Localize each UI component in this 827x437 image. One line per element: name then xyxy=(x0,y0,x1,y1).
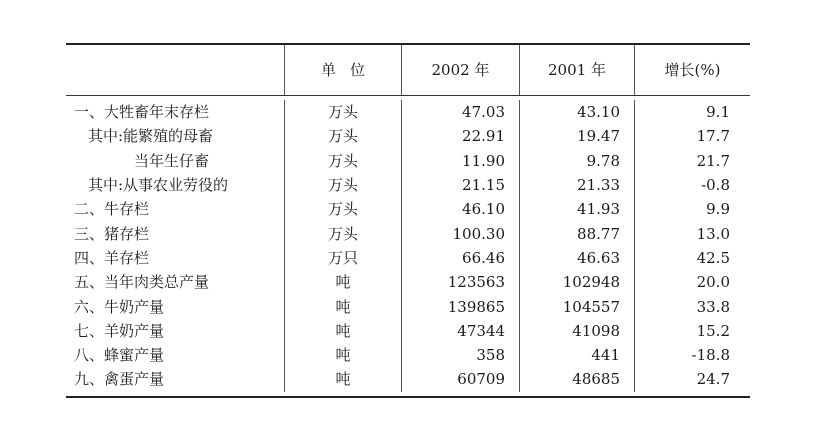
row-value-2002: 21.15 xyxy=(401,173,519,197)
row-growth: 42.5 xyxy=(634,246,750,270)
table-row xyxy=(66,221,750,245)
row-value-2001: 21.33 xyxy=(519,173,634,197)
header-unit xyxy=(284,45,401,95)
row-unit: 吨 xyxy=(284,367,401,391)
table-row xyxy=(66,319,750,343)
row-growth: 9.9 xyxy=(634,197,750,221)
row-item: 九、禽蛋产量 xyxy=(74,370,165,389)
row-value-2002: 123563 xyxy=(401,270,519,294)
row-value-2002: 22.91 xyxy=(401,124,519,148)
row-value-2001: 102948 xyxy=(519,270,634,294)
row-value-2001: 19.47 xyxy=(519,124,634,148)
row-item: 二、牛存栏 xyxy=(74,200,150,219)
row-value-2001: 441 xyxy=(519,343,634,367)
row-value-2001: 43.10 xyxy=(519,100,634,124)
table-row xyxy=(66,100,750,124)
row-growth: 15.2 xyxy=(634,319,750,343)
row-unit: 万头 xyxy=(284,149,401,173)
table-row xyxy=(66,246,750,270)
row-unit: 万头 xyxy=(284,197,401,221)
row-value-2001: 46.63 xyxy=(519,246,634,270)
row-item: 一、大牲畜年末存栏 xyxy=(74,103,210,122)
row-growth: -18.8 xyxy=(634,343,750,367)
table-row xyxy=(66,173,750,197)
table-row xyxy=(66,367,750,391)
table-row xyxy=(66,124,750,148)
row-growth: 33.8 xyxy=(634,294,750,318)
row-item: 四、羊存栏 xyxy=(74,248,150,267)
header-year-2002: 2002 年 xyxy=(401,45,519,95)
row-item: 其中:能繁殖的母畜 xyxy=(88,127,214,146)
row-item: 当年生仔畜 xyxy=(134,151,210,170)
row-item: 七、羊奶产量 xyxy=(74,321,165,340)
table-body xyxy=(66,96,750,396)
row-value-2002: 139865 xyxy=(401,294,519,318)
row-value-2001: 104557 xyxy=(519,294,634,318)
row-value-2002: 358 xyxy=(401,343,519,367)
row-value-2001: 41098 xyxy=(519,319,634,343)
row-value-2002: 100.30 xyxy=(401,221,519,245)
row-growth: 21.7 xyxy=(634,149,750,173)
table-row xyxy=(66,197,750,221)
row-value-2002: 46.10 xyxy=(401,197,519,221)
row-value-2001: 88.77 xyxy=(519,221,634,245)
table-row xyxy=(66,149,750,173)
row-unit: 万头 xyxy=(284,124,401,148)
row-item: 五、当年肉类总产量 xyxy=(74,273,210,292)
row-unit: 吨 xyxy=(284,270,401,294)
row-value-2002: 47344 xyxy=(401,319,519,343)
row-item: 六、牛奶产量 xyxy=(74,297,165,316)
row-unit: 万只 xyxy=(284,246,401,270)
row-unit: 吨 xyxy=(284,343,401,367)
row-growth: 13.0 xyxy=(634,221,750,245)
row-value-2002: 66.46 xyxy=(401,246,519,270)
row-unit: 吨 xyxy=(284,294,401,318)
row-unit: 万头 xyxy=(284,173,401,197)
header-year-2001: 2001 年 xyxy=(519,45,634,95)
row-value-2002: 60709 xyxy=(401,367,519,391)
table-row xyxy=(66,343,750,367)
row-unit: 万头 xyxy=(284,221,401,245)
header-unit-label: 单位 xyxy=(320,61,379,79)
row-growth: 9.1 xyxy=(634,100,750,124)
header-item xyxy=(66,45,284,95)
row-item: 三、猪存栏 xyxy=(74,224,150,243)
table-row xyxy=(66,294,750,318)
row-growth: -0.8 xyxy=(634,173,750,197)
row-growth: 20.0 xyxy=(634,270,750,294)
row-growth: 24.7 xyxy=(634,367,750,391)
row-value-2002: 11.90 xyxy=(401,149,519,173)
row-growth: 17.7 xyxy=(634,124,750,148)
livestock-statistics-table xyxy=(66,43,750,398)
row-value-2001: 48685 xyxy=(519,367,634,391)
row-unit: 万头 xyxy=(284,100,401,124)
table-header-row xyxy=(66,45,750,96)
header-growth: 增长(%) xyxy=(634,45,750,95)
row-unit: 吨 xyxy=(284,319,401,343)
row-value-2001: 9.78 xyxy=(519,149,634,173)
row-item: 八、蜂蜜产量 xyxy=(74,346,165,365)
row-item: 其中:从事农业劳役的 xyxy=(88,176,229,195)
row-value-2001: 41.93 xyxy=(519,197,634,221)
row-value-2002: 47.03 xyxy=(401,100,519,124)
table-row xyxy=(66,270,750,294)
